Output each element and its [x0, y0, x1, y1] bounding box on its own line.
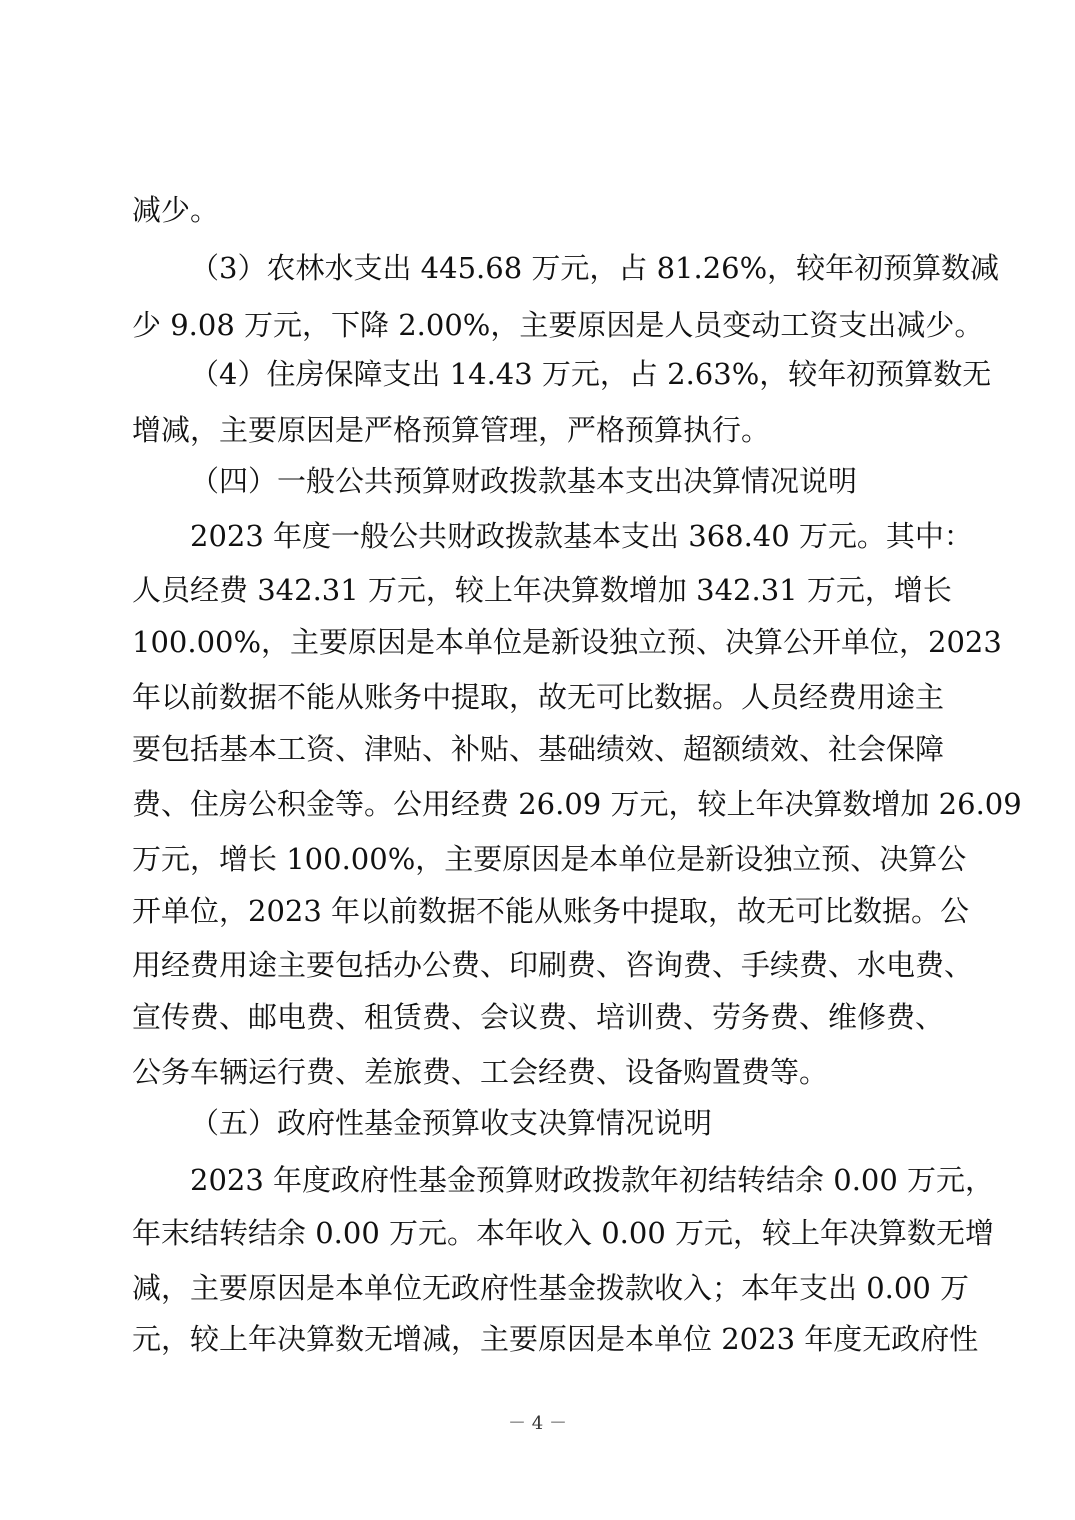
- text-line-5: 增减，主要原因是严格预算管理，严格预算执行。: [132, 413, 771, 447]
- text-line-10: 年以前数据不能从账务中提取，故无可比数据。人员经费用途主: [132, 680, 945, 714]
- text-line-2: （3）农林水支出 445.68 万元，占 81.26%，较年初预算数减: [190, 251, 1000, 285]
- section-heading-4: （四）一般公共预算财政拨款基本支出决算情况说明: [190, 464, 858, 498]
- text-line-9: 100.00%，主要原因是本单位是新设独立预、决算公开单位，2023: [132, 625, 1002, 659]
- text-line-13: 万元，增长 100.00%，主要原因是本单位是新设独立预、决算公: [132, 842, 967, 876]
- text-line-22: 元，较上年决算数无增减，主要原因是本单位 2023 年度无政府性: [132, 1322, 979, 1356]
- text-line-17: 公务车辆运行费、差旅费、工会经费、设备购置费等。: [132, 1055, 829, 1089]
- text-line-3: 少 9.08 万元，下降 2.00%，主要原因是人员变动工资支出减少。: [132, 308, 984, 342]
- text-line-20: 年末结转结余 0.00 万元。本年收入 0.00 万元，较上年决算数无增: [132, 1216, 995, 1250]
- section-heading-5: （五）政府性基金预算收支决算情况说明: [190, 1106, 713, 1140]
- text-line-14: 开单位，2023 年以前数据不能从账务中提取，故无可比数据。公: [132, 894, 970, 928]
- text-line-1: 减少。: [132, 193, 220, 227]
- text-line-12: 费、住房公积金等。公用经费 26.09 万元，较上年决算数增加 26.09: [132, 787, 1022, 821]
- text-line-21: 减，主要原因是本单位无政府性基金拨款收入；本年支出 0.00 万: [132, 1271, 970, 1305]
- text-line-4: （4）住房保障支出 14.43 万元，占 2.63%，较年初预算数无: [190, 357, 992, 391]
- text-line-8: 人员经费 342.31 万元，较上年决算数增加 342.31 万元，增长: [132, 573, 952, 607]
- text-line-7: 2023 年度一般公共财政拨款基本支出 368.40 万元。其中：: [190, 519, 973, 553]
- text-line-15: 用经费用途主要包括办公费、印刷费、咨询费、手续费、水电费、: [132, 948, 974, 982]
- text-line-11: 要包括基本工资、津贴、补贴、基础绩效、超额绩效、社会保障: [132, 732, 945, 766]
- text-line-16: 宣传费、邮电费、租赁费、会议费、培训费、劳务费、维修费、: [132, 1000, 945, 1034]
- text-line-19: 2023 年度政府性基金预算财政拨款年初结转结余 0.00 万元，: [190, 1163, 995, 1197]
- page-number: － 4 －: [508, 1413, 567, 1434]
